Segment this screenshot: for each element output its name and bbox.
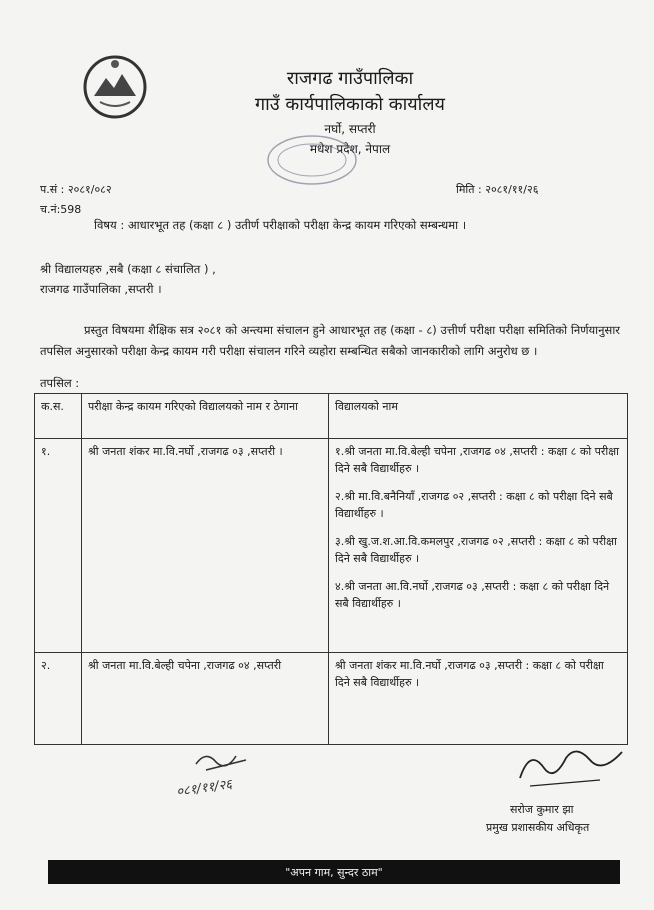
addressee-line-1: श्री विद्यालयहरु ,सबै (कक्षा ८ संचालित ) , [40,262,216,276]
table-row [35,438,628,652]
exam-center-table [34,393,628,745]
school-entry: ३.श्री खु.ज.श.आ.वि.कमलपुर ,राजगढ ०२ ,सप्तरी : कक्षा ८ को परीक्षा दिने सबै विद्यार्थीहरु । [335,534,617,565]
letter-date: मिति : २०८१/११/२६ [456,183,539,196]
letter-subject: विषय : आधारभूत तह (कक्षा ८ ) उतीर्ण परीक्षाको परीक्षा केन्द्र कायम गरिएको सम्बन्धमा । [94,218,467,232]
col-header-center: परीक्षा केन्द्र कायम गरिएको विद्यालयको नाम र ठेगाना [82,394,329,439]
office-name: गाउँ कार्यपालिकाको कार्यालय [255,94,445,115]
addressee-line-2: राजगढ गाउँपालिका ,सप्तरी । [40,282,162,296]
table-header-row [35,394,628,439]
footer-slogan-text: "अपन गाम, सुन्दर ठाम" [285,865,383,879]
signatory-title: प्रमुख प्रशासकीय अधिकृत [486,821,590,834]
school-entry: १.श्री जनता मा.वि.बेल्ही चपेना ,राजगढ ०४ ,सप्तरी : कक्षा ८ को परीक्षा दिने सबै विद्यार्थीहरु । [335,444,619,475]
details-label: तपसिल : [40,376,80,390]
school-entry: श्री जनता शंकर मा.वि.नर्घो ,राजगढ ०३ ,सप्तरी : कक्षा ८ को परीक्षा दिने सबै विद्यार्थीहरु । [335,658,604,689]
handwritten-date: ०८१/११/२६ [175,777,234,800]
table-row [35,652,628,744]
row-sn: १. [35,438,82,652]
col-header-schools: विद्यालयको नाम [329,394,628,439]
school-entry: ४.श्री जनता आ.वि.नर्घो ,राजगढ ०३ ,सप्तरी : कक्षा ८ को परीक्षा दिने सबै विद्यार्थीहरु । [335,579,610,610]
footer-slogan [48,860,620,884]
dispatch-number: च.नं:598 [40,203,82,216]
row-sn: २. [35,652,82,744]
office-seal-stamp [262,132,362,188]
row-center: श्री जनता शंकर मा.वि.नर्घो ,राजगढ ०३ ,सप्तरी । [82,438,329,652]
row-center: श्री जनता मा.वि.बेल्ही चपेना ,राजगढ ०४ ,सप्तरी [82,652,329,744]
reference-number: प.सं : २०८१/०८२ [40,183,112,196]
col-header-sn: क.स. [35,394,82,439]
nepal-emblem-icon [80,52,150,122]
row-schools [329,438,628,652]
office-location: नर्घो, सप्तरी [324,122,376,136]
school-entry: २.श्री मा.वि.बनैनियाँ ,राजगढ ०२ ,सप्तरी : कक्षा ८ को परीक्षा दिने सबै विद्यार्थीहरु । [335,489,613,520]
office-province: मधेश प्रदेश, नेपाल [309,142,391,156]
signatory-name: सरोज कुमार झा [510,803,574,816]
row-schools [329,652,628,744]
letter-body: प्रस्तुत विषयमा शैक्षिक सत्र २०८१ को अन्त्यमा संचालन हुने आधारभूत तह (कक्षा - ८) उत्तीर्ण परीक्षा परीक्षा समितिको निर्णयानुसार तपसिल अनुसारको परीक्षा केन्द्र कायम गरी परीक्षा संचालन गरिने व्यहोरा सम्बन्धित सबैको जानकारीको लागि अनुरोध छ । [40,323,620,358]
officer-signature [510,738,630,798]
municipality-name: राजगढ गाउँपालिका [286,68,414,89]
